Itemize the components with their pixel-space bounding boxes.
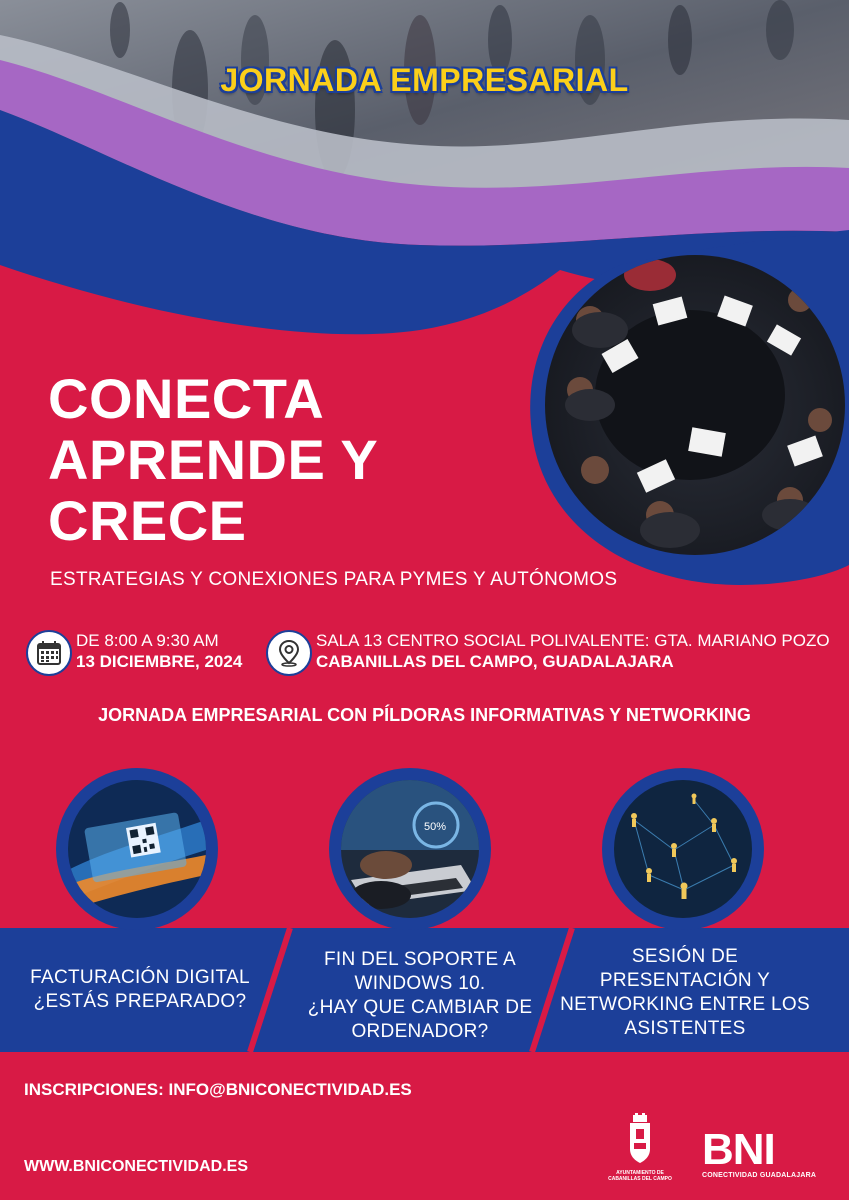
topic-line: ¿HAY QUE CAMBIAR DE [307,997,533,1018]
bni-logo [702,1125,817,1179]
topic-line: ASISTENTES [624,1018,746,1039]
event-time: DE 8:00 A 9:30 AM [76,631,219,650]
topic-line: ORDENADOR? [351,1021,489,1042]
coat-of-arms-icon [600,1113,680,1165]
topic-line: FIN DEL SOPORTE A [324,949,516,970]
bni-subtitle: CONECTIVIDAD GUADALAJARA [702,1172,817,1179]
topic-title-digital-invoice [10,966,270,1014]
website-link[interactable]: WWW.BNICONECTIVIDAD.ES [24,1158,248,1175]
event-tagline: JORNADA EMPRESARIAL CON PÍLDORAS INFORMATIVAS Y NETWORKING [98,705,751,725]
registration-contact[interactable]: INSCRIPCIONES: INFO@BNICONECTIVIDAD.ES [24,1080,412,1099]
progress-label: 50% [424,821,447,833]
topic-line: PRESENTACIÓN Y [599,970,771,991]
topic-line: WINDOWS 10. [354,973,486,994]
topic-image-networking [602,768,764,930]
headline-line: APRENDE Y [48,428,379,491]
topic-title-windows [275,948,565,1044]
event-venue: SALA 13 CENTRO SOCIAL POLIVALENTE: GTA. MARIANO POZO [316,631,830,650]
bni-wordmark: BNI [702,1125,775,1174]
laptop-progress-image [341,780,479,918]
topic-line: NETWORKING ENTRE LOS [560,994,810,1015]
event-city: CABANILLAS DEL CAMPO, GUADALAJARA [316,652,674,671]
ayuntamiento-line1: AYUNTAMIENTO DE [616,1170,664,1176]
event-date: 13 DICIEMBRE, 2024 [76,652,243,671]
subtitle: ESTRATEGIAS Y CONEXIONES PARA PYMES Y AUTÓNOMOS [50,569,618,590]
topic-line: SESIÓN DE [631,946,739,967]
ayuntamiento-line2: CABANILLAS DEL CAMPO [608,1176,672,1182]
headline-line: CONECTA [48,367,325,430]
header-title: JORNADA EMPRESARIAL [220,62,629,98]
ayuntamiento-logo [600,1113,680,1185]
network-people-image [614,780,752,918]
topic-image-windows-laptop [329,768,491,930]
headline [48,368,378,551]
topic-title-networking [555,945,815,1041]
topic-image-digital-invoice [56,768,218,930]
topic-line: FACTURACIÓN DIGITAL [30,967,250,988]
calendar-icon [26,630,72,676]
topic-line: ¿ESTÁS PREPARADO? [33,991,247,1012]
digital-invoice-qr-image [68,780,206,918]
headline-line: CRECE [48,489,247,552]
location-pin-icon [266,630,312,676]
